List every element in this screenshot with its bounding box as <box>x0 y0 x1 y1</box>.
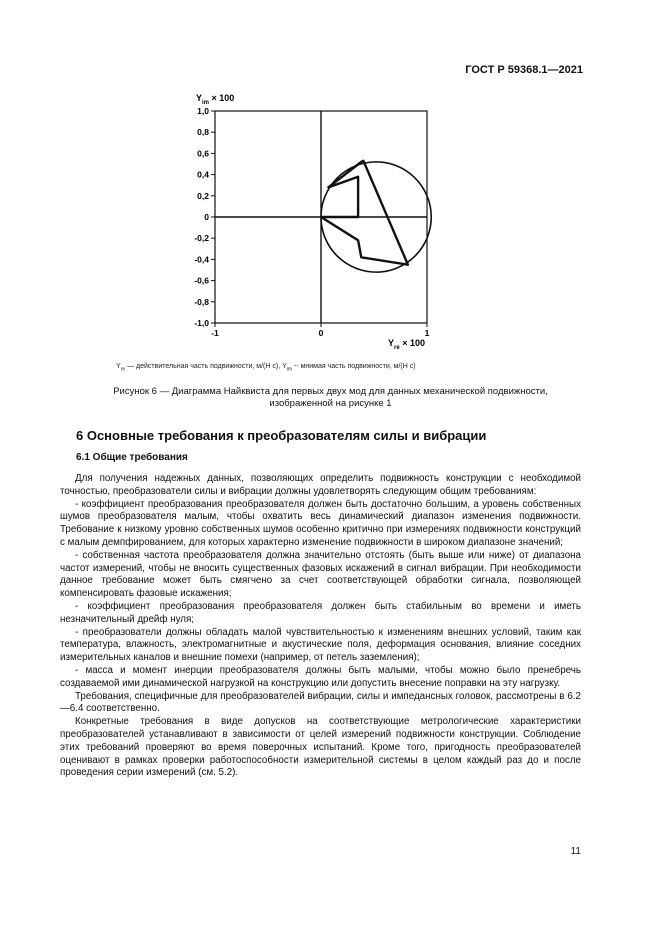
y-tick-label: -0,4 <box>194 254 209 265</box>
y-tick-label: 0 <box>204 212 209 222</box>
paragraph: Требования, специфичные для преобразователей вибрации, силы и импедансных головок, рассмотрены в 6.2—6.4 соответственно. <box>60 690 581 715</box>
figure-legend: $Y_{re}$ — действительная часть подвижности, м/(Н с), $Y_{im}$ -- мнимая часть подвижности, м/(Н с) <box>116 363 416 373</box>
paragraph: - коэффициент преобразования преобразователя должен быть стабильным во времени и иметь незначительный дрейф нуля; <box>60 600 581 625</box>
paragraph: - масса и момент инерции преобразователя должны быть малыми, чтобы можно было пренебречь создаваемой ими динамической нагрузкой на конструкцию или допустить внесение поправки на эту нагрузку. <box>60 664 581 689</box>
paragraph: - коэффициент преобразования преобразователя должен быть достаточно большим, а уровень собственных шумов преобразователя малым, чтобы охватить весь динамический диапазон изменения подвижности. Требование к низкому уровню собственных шумов особенно критично при измерениях подвижности конструкций с малым демпфированием, для которых характерно изменение подвижности в широком диапазоне значений; <box>60 498 581 548</box>
y-tick-label: -1,0 <box>194 318 209 328</box>
paragraph: Конкретные требования в виде допусков на соответствующие метрологические характеристики преобразователей устанавливают в зависимости от целей измерений подвижности конструкции. Соблюдение этих требований проверяют во время поверочных испытаний. Кроме того, пригодность преобразователей оценивают в рамках проверки работоспособности измерительной системы в целом каждый раз до и после проведения серии измерений (см. 5.2). <box>60 716 581 779</box>
section-heading: 6 Основные требования к преобразователям силы и вибрации <box>76 428 487 443</box>
nyquist-chart <box>180 86 450 356</box>
y-tick-label: -0,8 <box>194 296 209 307</box>
x-tick-label: 1 <box>424 328 430 338</box>
document-id: ГОСТ Р 59368.1—2021 <box>465 64 583 76</box>
paragraph: Для получения надежных данных, позволяющих определить подвижность конструкции с необходимой точностью, преобразователи силы и вибрации должны удовлетворять следующим общим требованиям: <box>60 473 581 497</box>
y-tick-label: 0,8 <box>197 127 209 138</box>
nyquist-figure <box>180 86 450 356</box>
paragraph: - собственная частота преобразователя должна значительно отстоять (быть выше или ниже) от диапазона частот измерений, чтобы не вносить существенных фазовых искажений в сигнал вибрации. При необходимости данное требование может быть смягчено за счет соответствующей обработки сигнала, позволяющей компенсировать фазовые искажения; <box>60 549 581 600</box>
y-tick-label: 1,0 <box>197 106 209 116</box>
paragraph: - преобразователи должны обладать малой чувствительностью к изменениям внешних условий, таким как температура, влажность, электромагнитные и акустические поля, деформация основания, влияние соседних измерительных каналов и внешние помехи (например, от петель заземления); <box>60 626 581 664</box>
x-axis-title: $Y_{re} \times 100$ <box>388 338 425 351</box>
x-tick-label: 0 <box>318 328 324 338</box>
caption-line: Рисунок 6 — Диаграмма Найквиста для первых двух мод для данных механической подвижности, <box>113 386 548 397</box>
subsection-heading: 6.1 Общие требования <box>76 452 188 463</box>
caption-line: изображенной на рисунке 1 <box>269 398 392 409</box>
y-tick-label: -0,6 <box>194 275 209 286</box>
nyquist-mode-path <box>321 161 408 265</box>
y-axis-title: $Y_{im} \times 100$ <box>196 93 235 106</box>
figure-caption <box>60 386 601 410</box>
y-tick-label: 0,4 <box>197 169 209 180</box>
page-number: 11 <box>570 846 581 857</box>
y-tick-label: 0,6 <box>197 148 209 159</box>
y-tick-label: -0,2 <box>194 233 209 244</box>
y-tick-label: 0,2 <box>197 190 209 201</box>
x-tick-label: -1 <box>211 328 219 338</box>
body-text <box>60 473 581 780</box>
